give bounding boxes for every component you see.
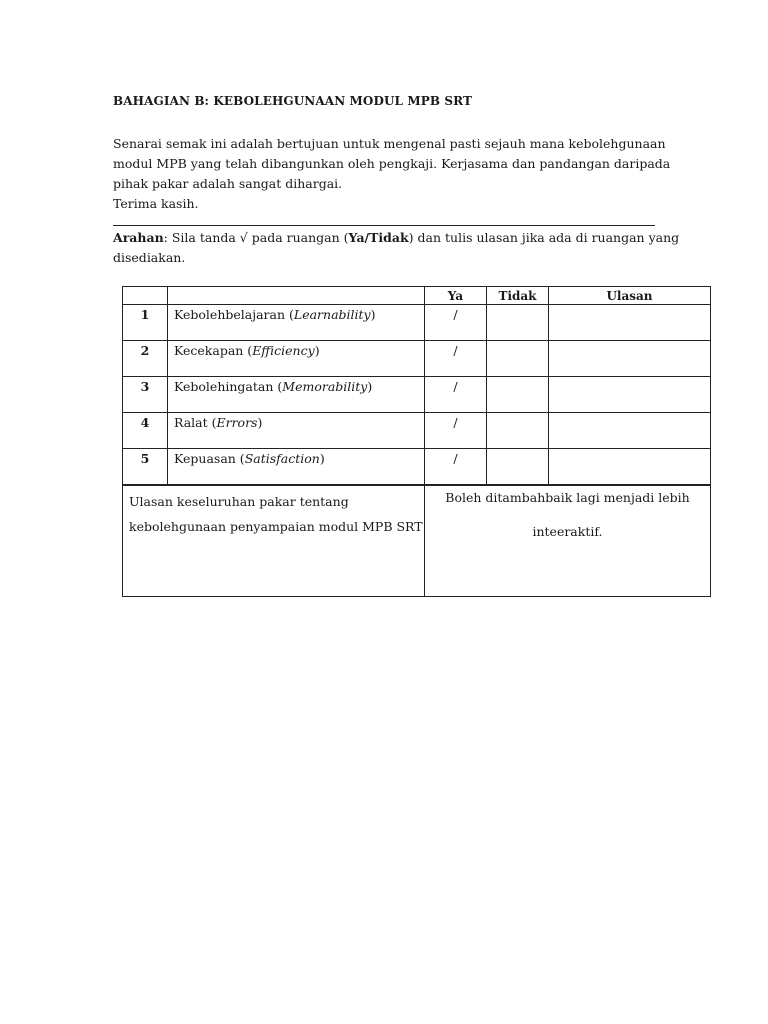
criterion-label: Kebolehingatan (Memorability) bbox=[168, 377, 425, 413]
header-blank-criterion bbox=[168, 287, 425, 305]
no-cell[interactable] bbox=[487, 377, 549, 413]
horizontal-divider bbox=[113, 225, 655, 226]
table-row bbox=[123, 341, 711, 377]
header-yes: Ya bbox=[425, 287, 487, 305]
no-cell[interactable] bbox=[487, 413, 549, 449]
instruction-options: Ya/Tidak bbox=[348, 230, 409, 245]
yes-cell[interactable]: / bbox=[425, 449, 487, 486]
instruction-line2: disediakan. bbox=[113, 250, 186, 265]
criterion-label: Kebolehbelajaran (Learnability) bbox=[168, 305, 425, 341]
yes-cell[interactable]: / bbox=[425, 413, 487, 449]
intro-paragraph bbox=[113, 134, 673, 214]
header-row bbox=[123, 287, 711, 305]
yes-cell[interactable]: / bbox=[425, 341, 487, 377]
row-number: 3 bbox=[123, 377, 168, 413]
header-no: Tidak bbox=[487, 287, 549, 305]
overall-row bbox=[123, 485, 711, 597]
comment-cell[interactable] bbox=[549, 377, 711, 413]
no-cell[interactable] bbox=[487, 449, 549, 486]
row-number: 2 bbox=[123, 341, 168, 377]
comment-cell[interactable] bbox=[549, 449, 711, 486]
instruction-paragraph bbox=[113, 228, 680, 268]
comment-cell[interactable] bbox=[549, 413, 711, 449]
criterion-label: Ralat (Errors) bbox=[168, 413, 425, 449]
no-cell[interactable] bbox=[487, 305, 549, 341]
section-title: BAHAGIAN B: KEBOLEHGUNAAN MODUL MPB SRT bbox=[113, 94, 473, 108]
instruction-text-b: ) dan tulis ulasan jika ada di ruangan yang bbox=[408, 230, 680, 245]
table-row bbox=[123, 413, 711, 449]
table-row bbox=[123, 449, 711, 486]
table-row bbox=[123, 305, 711, 341]
row-number: 4 bbox=[123, 413, 168, 449]
intro-line: pihak pakar adalah sangat dihargai. bbox=[113, 176, 343, 191]
overall-label-line: Ulasan keseluruhan pakar tentang bbox=[129, 494, 349, 509]
header-comments: Ulasan bbox=[549, 287, 711, 305]
criterion-label: Kepuasan (Satisfaction) bbox=[168, 449, 425, 486]
overall-comment-cell[interactable] bbox=[425, 485, 711, 597]
header-blank-num bbox=[123, 287, 168, 305]
instruction-label: Arahan bbox=[113, 230, 164, 245]
usability-checklist-table bbox=[122, 286, 711, 597]
row-number: 5 bbox=[123, 449, 168, 486]
overall-comment-line: inteeraktif. bbox=[532, 524, 603, 539]
thank-you-line: Terima kasih. bbox=[113, 196, 199, 211]
comment-cell[interactable] bbox=[549, 341, 711, 377]
criterion-label: Kecekapan (Efficiency) bbox=[168, 341, 425, 377]
row-number: 1 bbox=[123, 305, 168, 341]
instruction-text-a: : Sila tanda √ pada ruangan ( bbox=[163, 230, 349, 245]
intro-line: Senarai semak ini adalah bertujuan untuk mengenal pasti sejauh mana kebolehgunaan bbox=[113, 136, 666, 151]
yes-cell[interactable]: / bbox=[425, 305, 487, 341]
yes-cell[interactable]: / bbox=[425, 377, 487, 413]
no-cell[interactable] bbox=[487, 341, 549, 377]
overall-label-cell bbox=[123, 485, 425, 597]
intro-line: modul MPB yang telah dibangunkan oleh pengkaji. Kerjasama dan pandangan daripada bbox=[113, 156, 671, 171]
table-row bbox=[123, 377, 711, 413]
overall-label-line: kebolehgunaan penyampaian modul MPB SRT bbox=[129, 519, 423, 534]
comment-cell[interactable] bbox=[549, 305, 711, 341]
overall-comment-line: Boleh ditambahbaik lagi menjadi lebih bbox=[445, 490, 690, 505]
